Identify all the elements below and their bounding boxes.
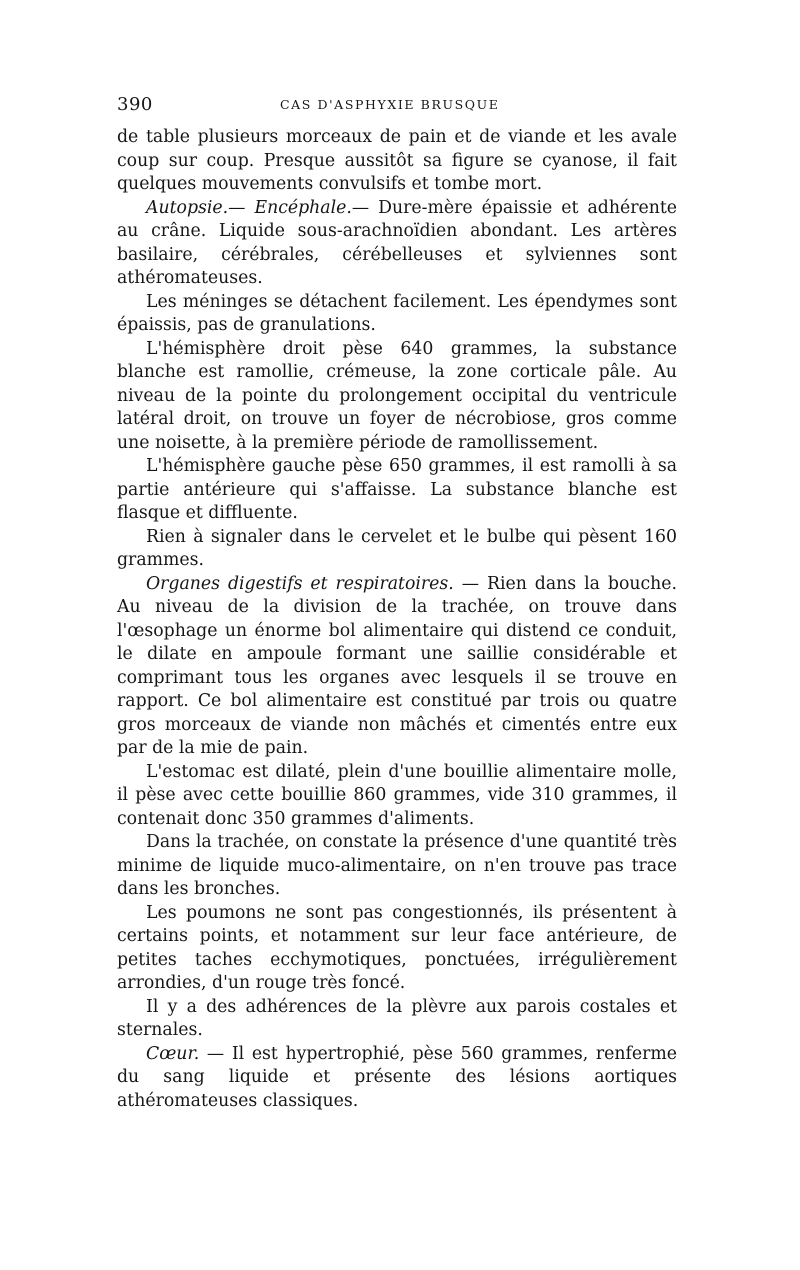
paragraph-10-text: Les poumons ne sont pas congestionnés, ils présentent à certains points, et notamment sur leur face antérieure, de petites taches ecchymotiques, ponctuées, irrégulièrement arrondies, d'un rouge très foncé. — [117, 902, 677, 993]
paragraph-4 — [117, 338, 677, 456]
paragraph-5-text: L'hémisphère gauche pèse 650 grammes, il est ramolli à sa partie antérieure qui s'affaisse. La substance blanche est flasque et diffluente. — [117, 456, 677, 523]
paragraph-6 — [117, 526, 677, 573]
section-heading-coeur: Cœur. — [146, 1043, 200, 1064]
paragraph-8-text: L'estomac est dilaté, plein d'une bouillie alimentaire molle, il pèse avec cette bouillie 860 grammes, vide 310 grammes, il contenait donc 350 grammes d'aliments. — [117, 761, 677, 829]
page-number: 390 — [117, 94, 153, 115]
paragraph-8 — [117, 761, 677, 832]
paragraph-9-text: Dans la trachée, on constate la présence d'une quantité très minime de liquide muco-alimentaire, on n'en trouve pas trace dans les bronches. — [117, 832, 677, 899]
paragraph-3-text: Les méninges se détachent facilement. Les épendymes sont épaissis, pas de granulations. — [117, 291, 677, 335]
body-text — [117, 126, 677, 1113]
paragraph-2 — [117, 197, 677, 291]
section-heading-autopsie: Autopsie.— Encéphale.— — [146, 197, 370, 218]
running-title: CAS D'ASPHYXIE BRUSQUE — [280, 97, 500, 112]
paragraph-3 — [117, 291, 677, 338]
paragraph-2-text: Dure-mère épaissie et adhérente au crâne. Liquide sous-arachnoïdien abondant. Les artères basilaire, cérébrales, cérébelleuses et sylviennes sont athéromateuses. — [117, 197, 677, 288]
paragraph-7 — [117, 573, 677, 761]
paragraph-6-text: Rien à signaler dans le cervelet et le bulbe qui pèsent 160 grammes. — [117, 526, 677, 570]
paragraph-9 — [117, 831, 677, 902]
paragraph-4-text: L'hémisphère droit pèse 640 grammes, la substance blanche est ramollie, crémeuse, la zone corticale pâle. Au niveau de la pointe du prolongement occipital du ventricule latéral droit, on trouve un foyer de nécrobiose, gros comme une noisette, à la première période de ramollissement. — [117, 338, 677, 453]
paragraph-1 — [117, 126, 677, 197]
paragraph-10 — [117, 902, 677, 996]
paragraph-12-text: — Il est hypertrophié, pèse 560 grammes, renferme du sang liquide et présente des lésions aortiques athéromateuses classiques. — [117, 1043, 677, 1111]
page-header — [117, 94, 677, 118]
section-heading-organes: Organes digestifs et respiratoires. — [146, 573, 454, 594]
paragraph-11 — [117, 996, 677, 1043]
paragraph-12 — [117, 1043, 677, 1114]
paragraph-5 — [117, 455, 677, 526]
paragraph-11-text: Il y a des adhérences de la plèvre aux parois costales et sternales. — [117, 996, 677, 1040]
paragraph-7-text: — Rien dans la bouche. Au niveau de la division de la trachée, on trouve dans l'œsophage un énorme bol alimentaire qui distend ce conduit, le dilate en ampoule formant une saillie considérable et comprimant tous les organes avec lesquels il se trouve en rapport. Ce bol alimentaire est constitué par trois ou quatre gros morceaux de viande non mâchés et cimentés entre eux par de la mie de pain. — [117, 573, 678, 758]
paragraph-1-text: de table plusieurs morceaux de pain et de viande et les avale coup sur coup. Presque aussitôt sa figure se cyanose, il fait quelques mouvements convulsifs et tombe mort. — [117, 127, 677, 194]
